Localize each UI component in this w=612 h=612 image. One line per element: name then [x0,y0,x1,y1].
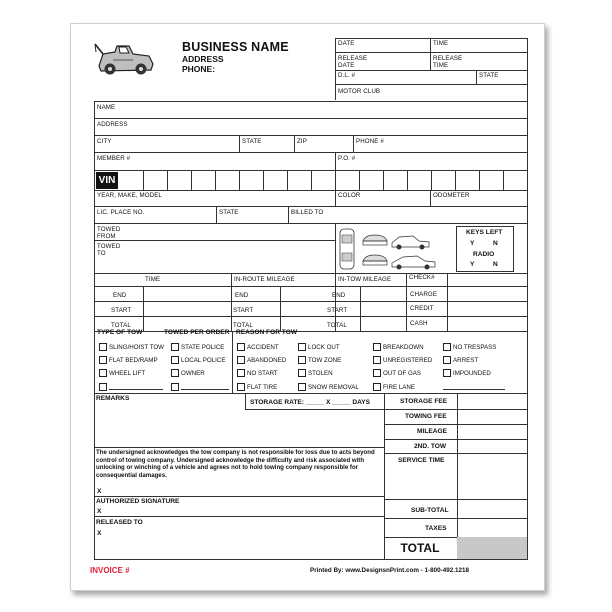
car-diagram-icon [337,227,455,271]
state-label: STATE [242,138,262,145]
wheel-lift-label: WHEEL LIFT [109,370,146,377]
flat-bed-label: FLAT BED/RAMP [109,357,158,364]
end-label-2: END [235,292,249,299]
snow-removal-label: SNOW REMOVAL [308,384,359,391]
phone-label: PHONE # [356,138,384,145]
start-label-3: START [327,307,348,314]
release-date-label-2: DATE [338,62,355,69]
motor-club-label: MOTOR CLUB [338,88,381,95]
checkbox-state-police[interactable] [171,343,179,351]
type-of-tow-header: TYPE OF TOW [97,329,143,336]
member-label: MEMBER # [97,155,131,162]
checkbox-lock-out[interactable] [298,343,306,351]
form-frame [94,38,528,560]
towing-fee-label: TOWING FEE [405,413,447,420]
checkbox-local-police[interactable] [171,356,179,364]
released-to-label: RELEASED TO [96,519,143,526]
dl-state-label: STATE [479,72,499,79]
out-of-gas-label: OUT OF GAS [383,370,422,377]
no-start-label: NO START [247,370,278,377]
keys-yes: Y [470,240,475,247]
city-label: CITY [97,138,112,145]
unregistered-label: UNREGISTERED [383,357,433,364]
sling-hoist-label: SLING/HOIST TOW [109,344,165,351]
checkbox-out-of-gas[interactable] [373,369,381,377]
total-label-1: TOTAL [111,322,131,329]
billed-to-label: BILLED TO [291,209,324,216]
tow-zone-label: TOW ZONE [308,357,342,364]
checkbox-fire-lane[interactable] [373,383,381,391]
checkbox-abandoned[interactable] [237,356,245,364]
taxes-label: TAXES [425,525,447,532]
lic-state-label: STATE [219,209,239,216]
reason-for-tow-header: REASON FOR TOW [236,329,298,336]
impounded-label: IMPOUNDED [453,370,491,377]
arrest-label: ARREST [453,357,479,364]
printed-by-label: Printed By: www.DesignsnPrint.com - 1-800-492.1218 [310,567,469,574]
release-date-label-1: RELEASE [338,55,368,62]
stolen-label: STOLEN [308,370,333,377]
flat-tire-label: FLAT TIRE [247,384,278,391]
year-make-model-label: YEAR, MAKE, MODEL [97,192,162,199]
towed-to-label-1: TOWED [97,243,121,250]
charge-label: CHARGE [410,291,438,298]
radio-label: RADIO [473,251,495,258]
checkbox-sling-hoist[interactable] [99,343,107,351]
second-tow-label: 2ND. TOW [414,443,447,450]
time-label: TIME [433,40,449,47]
address-label: ADDRESS [97,121,128,128]
lock-out-label: LOCK OUT [308,344,340,351]
in-route-mileage-label: IN-ROUTE MILEAGE [234,276,295,283]
checkbox-wheel-lift[interactable] [99,369,107,377]
checkbox-no-start[interactable] [237,369,245,377]
authorized-signature-label: AUTHORIZED SIGNATURE [96,498,180,505]
no-trespass-label: NO TRESPASS [453,344,497,351]
checkbox-owner[interactable] [171,369,179,377]
service-time-label: SERVICE TIME [398,457,445,464]
checkbox-order-other[interactable] [171,383,179,391]
keys-no: N [493,240,498,247]
storage-fee-label: STORAGE FEE [400,398,448,405]
business-phone: PHONE: [182,64,216,74]
release-time-label-2: TIME [433,62,449,69]
in-tow-mileage-label: IN-TOW MILEAGE [338,276,392,283]
radio-no: N [493,261,498,268]
release-time-label-1: RELEASE [433,55,463,62]
towed-to-label-2: TO [97,250,106,257]
zip-label: ZIP [297,138,307,145]
mileage-fee-label: MILEAGE [417,428,448,435]
owner-label: OWNER [181,370,205,377]
invoice-number-label: INVOICE # [90,566,130,575]
vin-label: VIN [96,172,118,189]
dl-label: D.L. # [338,72,356,79]
towed-per-order-header: TOWED PER ORDER [164,329,230,336]
end-label-1: END [113,292,127,299]
checkbox-breakdown[interactable] [373,343,381,351]
checkbox-snow-removal[interactable] [298,383,306,391]
time-col-label: TIME [145,276,161,283]
start-label-1: START [111,307,132,314]
towed-from-label-1: TOWED [97,226,121,233]
date-label: DATE [338,40,355,47]
breakdown-label: BREAKDOWN [383,344,424,351]
business-name: BUSINESS NAME [182,40,289,54]
start-label-2: START [233,307,254,314]
total-label-3: TOTAL [327,322,347,329]
storage-rate-label: STORAGE RATE: _____ X _____ DAYS [250,399,371,406]
towed-from-label-2: FROM [97,233,116,240]
odometer-label: ODOMETER [433,192,470,199]
accident-label: ACCIDENT [247,344,279,351]
checkbox-flat-bed[interactable] [99,356,107,364]
signature-x-2: X [97,508,102,515]
lic-plate-label: LIC. PLACE NO. [97,209,145,216]
credit-label: CREDIT [410,305,434,312]
abandoned-label: ABANDONED [247,357,287,364]
name-label: NAME [97,104,116,111]
checkbox-unregistered[interactable] [373,356,381,364]
signature-x-3: X [97,530,102,537]
remarks-label: REMARKS [96,395,130,402]
fire-lane-label: FIRE LANE [383,384,415,391]
po-label: P.O. # [338,155,356,162]
cash-label: CASH [410,320,428,327]
radio-yes: Y [470,261,475,268]
checkbox-stolen[interactable] [298,369,306,377]
business-address: ADDRESS [182,54,224,64]
checkbox-tow-zone[interactable] [298,356,306,364]
total-label-2: TOTAL [233,322,253,329]
checkbox-no-trespass[interactable] [443,343,451,351]
end-label-3: END [332,292,346,299]
signature-x-1: X [97,488,102,495]
checkbox-tow-other[interactable] [99,383,107,391]
subtotal-label: SUB-TOTAL [411,507,449,514]
total-label: TOTAL [400,541,440,555]
checkbox-impounded[interactable] [443,369,451,377]
check-label: CHECK# [409,274,435,281]
local-police-label: LOCAL POLICE [181,357,226,364]
legal-disclaimer: The undersigned acknowledges the tow company is not responsible for loss due to acts beyond control of towing company. Undersigned acknowledge the difficulty and risk associated with unlocking or winching of a vehicle and agrees not to hold towing company responsible for consequential damages. [96,449,375,480]
color-label: COLOR [338,192,361,199]
keys-left-label: KEYS LEFT [466,229,503,236]
checkbox-arrest[interactable] [443,356,451,364]
checkbox-accident[interactable] [237,343,245,351]
checkbox-flat-tire[interactable] [237,383,245,391]
state-police-label: STATE POLICE [181,344,225,351]
total-amount-box[interactable] [457,537,527,559]
